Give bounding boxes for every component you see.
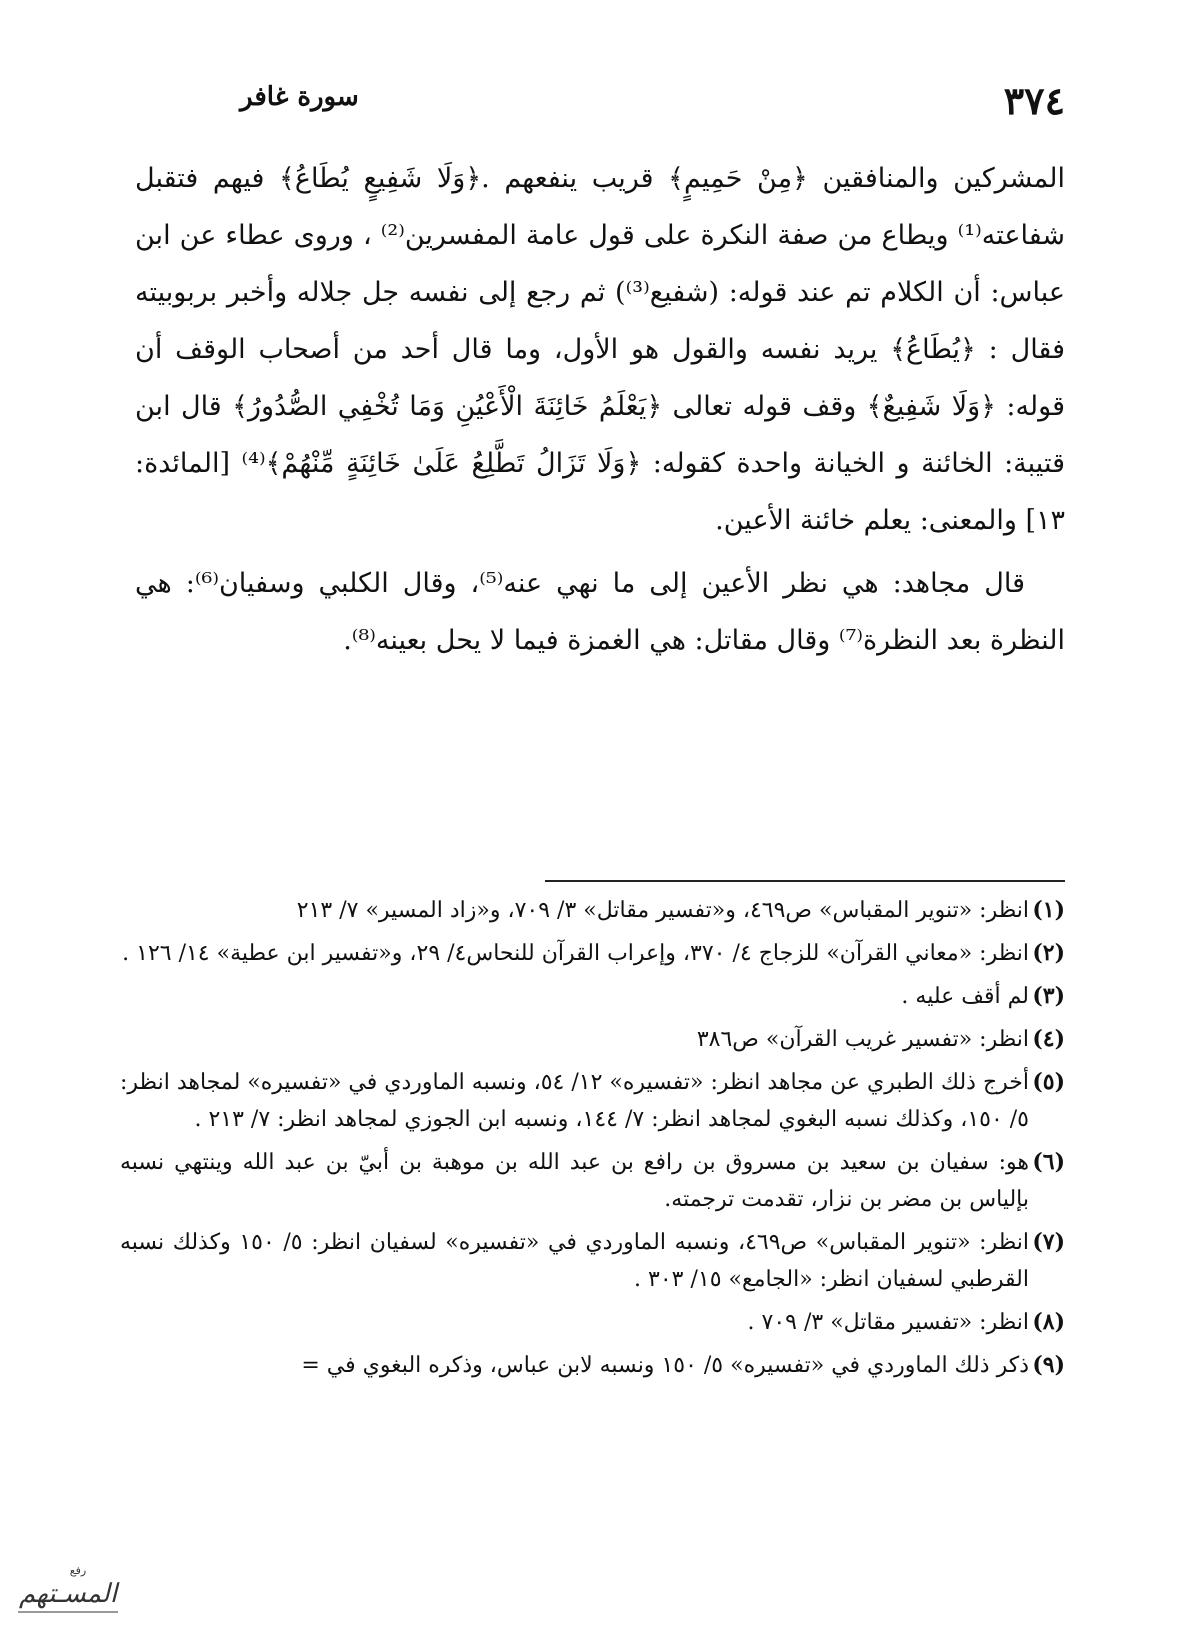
footnote [120,1347,1065,1384]
watermark-logo [8,1558,128,1622]
footnote-number: (٣) [1032,983,1065,1009]
watermark-text: المسـتهم [18,1579,118,1609]
watermark-subtext: رفع [69,1564,87,1577]
footnote-number: (٦) [1032,1149,1065,1175]
footnote [120,978,1065,1015]
main-paragraph-1: المشركين والمنافقين ﴿مِنْ حَمِيمٍ﴾ قريب ينفعهم .﴿وَلَا شَفِيعٍ يُطَاعُ﴾ فيهم فتقبل شفاعته⁽¹⁾ ويطاع من صفة النكرة على قول عامة المفسرين⁽²⁾ ، وروى عطاء عن ابن عباس: أن الكلام تم عند قوله: (شفيع⁽³⁾) ثم رجع إلى نفسه جل جلاله وأخبر بربوبيته فقال : ﴿يُطَاعُ﴾ يريد نفسه والقول هو الأول، وما قال أحد من أصحاب الوقف أن قوله: ﴿وَلَا شَفِيعٌ﴾ وقف قوله تعالى ﴿يَعْلَمُ خَائِنَةَ الْأَعْيُنِ وَمَا تُخْفِي الصُّدُورُ﴾ قال ابن قتيبة: الخائنة و الخيانة واحدة كقوله: ﴿وَلَا تَزَالُ تَطَّلِعُ عَلَىٰ خَائِنَةٍ مِّنْهُمْ﴾⁽⁴⁾ [المائدة: ١٣] والمعنى: يعلم خائنة الأعين. [135,163,1066,536]
footnote-number: (٧) [1032,1229,1065,1255]
footnote-text: انظر: «معاني القرآن» للزجاج ٤/ ٣٧٠، وإعراب القرآن للنحاس٤/ ٢٩، و«تفسير ابن عطية» ١٤/ ١٢٦ . [122,941,1029,966]
footnote [120,1304,1065,1341]
footnote-text: ذكر ذلك الماوردي في «تفسيره» ٥/ ١٥٠ ونسبه لابن عباس، وذكره البغوي في = [301,1353,1029,1378]
footnote-text: انظر: «تفسير مقاتل» ٣/ ٧٠٩ . [747,1310,1029,1335]
main-paragraph-2: قال مجاهد: هي نظر الأعين إلى ما نهي عنه⁽⁵⁾، وقال الكلبي وسفيان⁽⁶⁾: هي النظرة بعد النظرة⁽⁷⁾ وقال مقاتل: هي الغمزة فيما لا يحل بعينه⁽⁸⁾. [135,568,1065,656]
page-header [170,78,1065,128]
footnote-text: أخرج ذلك الطبري عن مجاهد انظر: «تفسيره» ١٢/ ٥٤، ونسبه الماوردي في «تفسيره» لمجاهد انظر: ٥/ ١٥٠، وكذلك نسبه البغوي لمجاهد انظر: ٧/ ١٤٤، ونسبه ابن الجوزي لمجاهد انظر: ٧/ ٢١٣ . [120,1070,1029,1132]
footnote-text: انظر: «تنوير المقباس» ص٤٦٩، ونسبه الماوردي في «تفسيره» لسفيان انظر: ٥/ ١٥٠ وكذلك نسبه القرطبي لسفيان انظر: «الجامع» ١٥/ ٣٠٣ . [120,1230,1029,1292]
footnote [120,1064,1065,1138]
footnote [120,1021,1065,1058]
footnote [120,892,1065,929]
footnote-number: (١) [1032,897,1065,923]
footnote-text: لم أقف عليه . [901,984,1029,1009]
footnote-divider [545,880,1065,882]
footnote [120,1144,1065,1218]
footnote-number: (٩) [1032,1352,1065,1378]
footnote [120,935,1065,972]
footnotes [120,892,1065,1390]
footnote-number: (٤) [1032,1026,1065,1052]
footnote [120,1224,1065,1298]
footnote-text: هو: سفيان بن سعيد بن مسروق بن رافع بن عبد الله بن موهبة بن أبيّ بن عبد الله وينتهي نسبه بإلياس بن مضر بن نزار، تقدمت ترجمته. [120,1150,1029,1212]
page-number: ٣٧٤ [1003,78,1065,123]
footnote-number: (٢) [1032,940,1065,966]
main-text [135,150,1065,669]
footnote-number: (٨) [1032,1309,1065,1335]
footnote-text: انظر: «تنوير المقباس» ص٤٦٩، و«تفسير مقاتل» ٣/ ٧٠٩، و«زاد المسير» ٧/ ٢١٣ [296,898,1029,923]
footnote-text: انظر: «تفسير غريب القرآن» ص٣٨٦ [696,1027,1029,1052]
surah-title: سورة غافر [240,82,359,112]
footnote-number: (٥) [1032,1069,1065,1095]
